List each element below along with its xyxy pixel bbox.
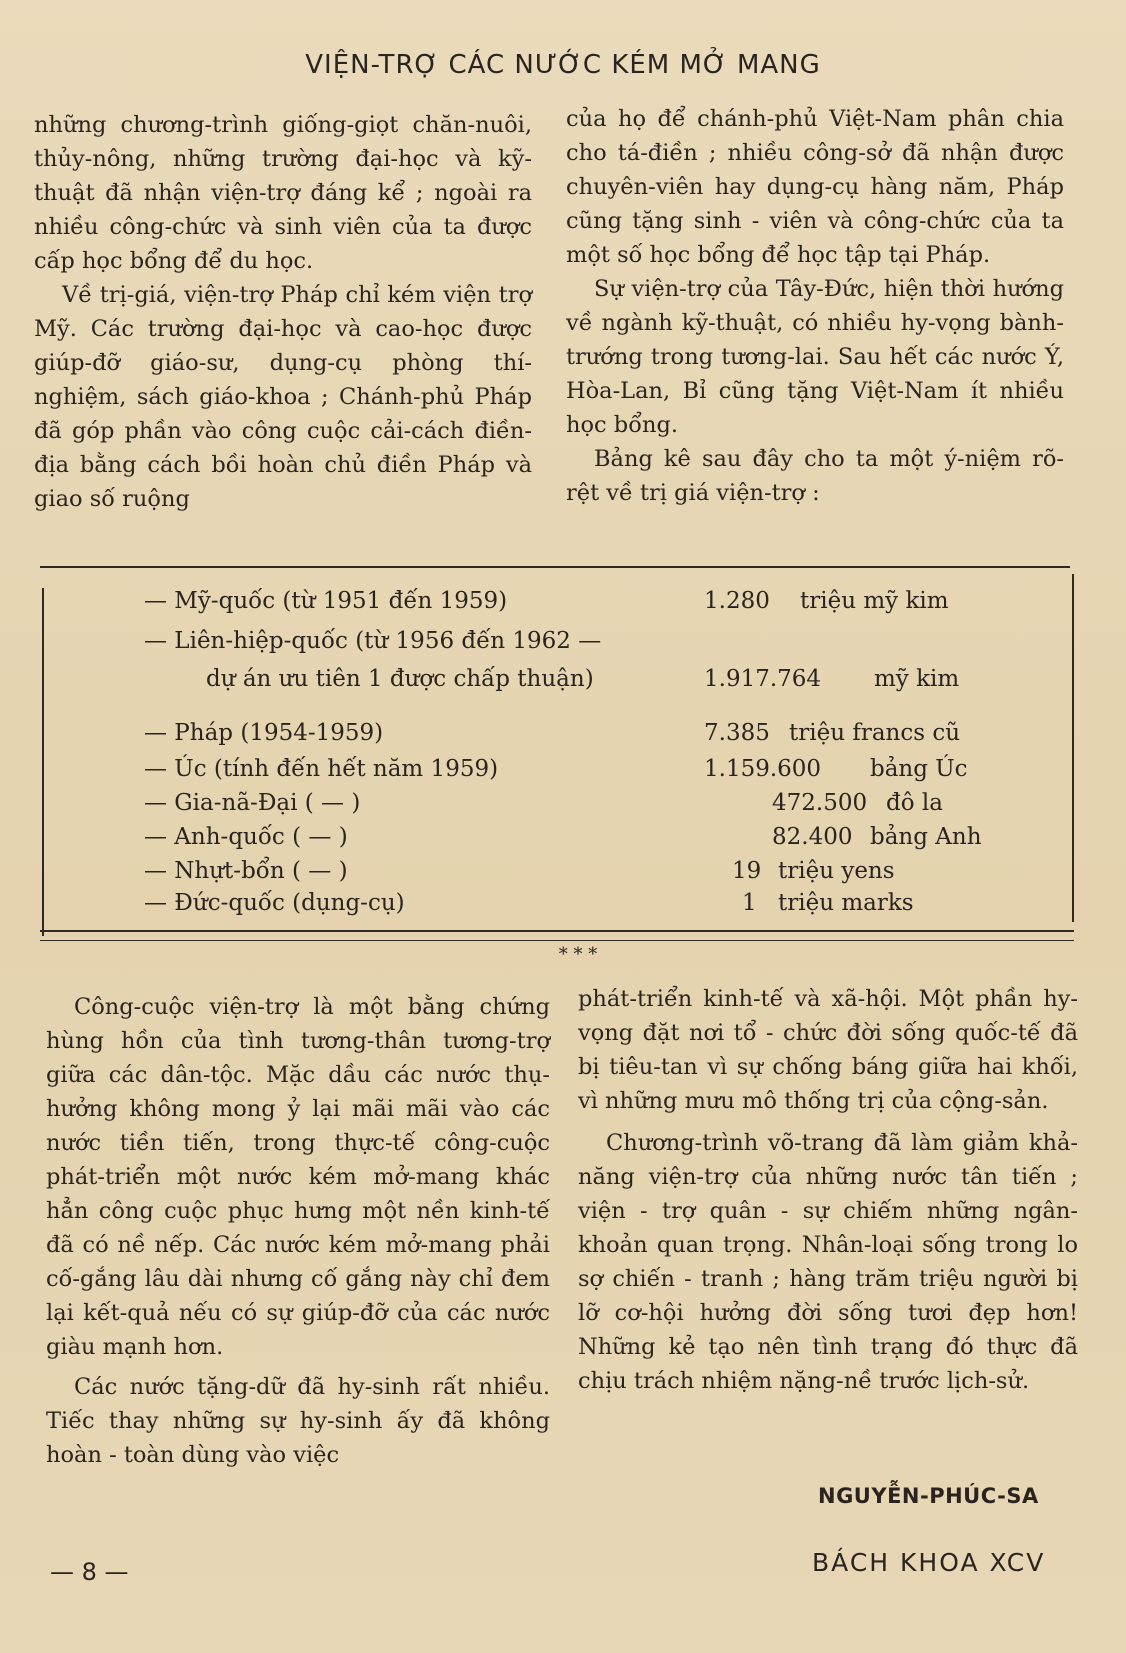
row-label: — Gia-nã-Đại ( — ) (144, 790, 361, 816)
column-bottom-right (578, 982, 1078, 1398)
table-bottom-rule (40, 930, 1074, 932)
table-row (44, 858, 1074, 892)
paragraph: Về trị-giá, viện-trợ Pháp chỉ kém viện trợ Mỹ. Các trường đại-học và cao-học được giúp-đỡ giáo-sư, dụng-cụ phòng thí-nghiệm, sách giáo-khoa ; Chánh-phủ Pháp đã góp phần vào công cuộc cải-cách điền-địa bằng cách bồi hoàn chủ điền Pháp và giao số ruộng (34, 282, 532, 512)
paragraph: của họ để chánh-phủ Việt-Nam phân chia cho tá-điền ; nhiều công-sở đã nhận được chuyên-viên hay dụng-cụ hàng năm, Pháp cũng tặng sinh - viên và công-chức của ta một số học bổng để học tập tại Pháp. (566, 106, 1064, 268)
table-row (44, 588, 1074, 622)
table-row (44, 824, 1074, 858)
row-amount: 82.400 (772, 824, 853, 850)
table-top-rule (40, 566, 1070, 568)
row-unit: đô la (886, 790, 943, 816)
table-row (44, 666, 1074, 700)
column-top-left (34, 108, 532, 516)
author-name: NGUYỄN-PHÚC-SA (818, 1484, 1039, 1508)
row-unit: bảng Úc (870, 756, 968, 782)
column-top-right (566, 102, 1064, 510)
row-unit: triệu mỹ kim (800, 588, 949, 614)
section-separator: * * * (558, 944, 598, 965)
paragraph: Bảng kê sau đây cho ta một ý-niệm rõ-rệt về trị giá viện-trợ : (566, 446, 1064, 506)
paragraph: Công-cuộc viện-trợ là một bằng chứng hùng hồn của tình tương-thân tương-trợ giữa các dân-tộc. Mặc dầu các nước thụ-hưởng không mong ỷ lại mãi mãi vào các nước tiền tiến, trong thực-tế công-cuộc phát-triển một nước kém mở-mang khác hẳn công cuộc phục hưng một nền kinh-tế đã có nề nếp. Các nước kém mở-mang phải cố-gắng lâu dài nhưng cố gắng này chỉ đem lại kết-quả nếu có sự giúp-đỡ của các nước giàu mạnh hơn. (46, 994, 550, 1360)
row-label: — Nhựt-bổn ( — ) (144, 858, 348, 884)
row-amount: 472.500 (772, 790, 868, 816)
row-label: — Anh-quốc ( — ) (144, 824, 348, 850)
row-amount: 1 (742, 890, 757, 916)
row-amount: 1.917.764 (704, 666, 822, 692)
row-amount: 19 (732, 858, 762, 884)
row-label: — Úc (tính đến hết năm 1959) (144, 756, 499, 782)
table-row (44, 720, 1074, 754)
table-row (44, 756, 1074, 790)
paragraph: Sự viện-trợ của Tây-Đức, hiện thời hướng về ngành kỹ-thuật, có nhiều hy-vọng bành-trướng trong tương-lai. Sau hết các nước Ý, Hòa-Lan, Bỉ cũng tặng Việt-Nam ít nhiều học bổng. (566, 276, 1064, 438)
table-row (44, 628, 1074, 662)
paragraph: những chương-trình giống-giọt chăn-nuôi, thủy-nông, những trường đại-học và kỹ-thuật đã nhận viện-trợ đáng kể ; ngoài ra nhiều công-chức và sinh viên của ta được cấp học bổng để du học. (34, 112, 532, 274)
row-amount: 7.385 (704, 720, 770, 746)
row-unit: triệu francs cũ (789, 720, 961, 746)
column-bottom-left (46, 990, 550, 1472)
row-unit: mỹ kim (874, 666, 960, 692)
row-label: dự án ưu tiên 1 được chấp thuận) (206, 666, 594, 692)
paragraph: Các nước tặng-dữ đã hy-sinh rất nhiều. Tiếc thay những sự hy-sinh ấy đã không hoàn - toàn dùng vào việc (46, 1374, 550, 1468)
journal-name: BÁCH KHOA XCV (812, 1548, 1046, 1577)
row-unit: triệu yens (778, 858, 895, 884)
paragraph: Chương-trình võ-trang đã làm giảm khả-năng viện-trợ của những nước tân tiến ; viện - trợ quân - sự chiếm những ngân-khoản quan trọng. Nhân-loại sống trong lo sợ chiến - tranh ; hàng trăm triệu người bị lỡ cơ-hội hưởng đời sống tươi đẹp hơn! Những kẻ tạo nên tình trạng đó thực đã chịu trách nhiệm nặng-nề trước lịch-sử. (578, 1130, 1078, 1394)
row-label: — Liên-hiệp-quốc (từ 1956 đến 1962 — (144, 628, 602, 654)
row-unit: triệu marks (778, 890, 914, 916)
row-unit: bảng Anh (870, 824, 982, 850)
row-label: — Đức-quốc (dụng-cụ) (144, 890, 405, 916)
table-bottom-rule-2 (40, 940, 1074, 941)
row-label: — Mỹ-quốc (từ 1951 đến 1959) (144, 588, 508, 614)
table-row (44, 890, 1074, 924)
paragraph: phát-triển kinh-tế và xã-hội. Một phần hy-vọng đặt nơi tổ - chức đời sống quốc-tế đã bị tiêu-tan vì sự chống báng giữa hai khối, vì những mưu mô thống trị của cộng-sản. (578, 986, 1078, 1114)
table-row (44, 790, 1074, 824)
row-amount: 1.280 (704, 588, 770, 614)
running-head: VIỆN-TRỢ CÁC NƯỚC KÉM MỞ MANG (305, 50, 821, 80)
row-label: — Pháp (1954-1959) (144, 720, 384, 746)
page-number: — 8 — (50, 1558, 129, 1586)
row-amount: 1.159.600 (704, 756, 822, 782)
